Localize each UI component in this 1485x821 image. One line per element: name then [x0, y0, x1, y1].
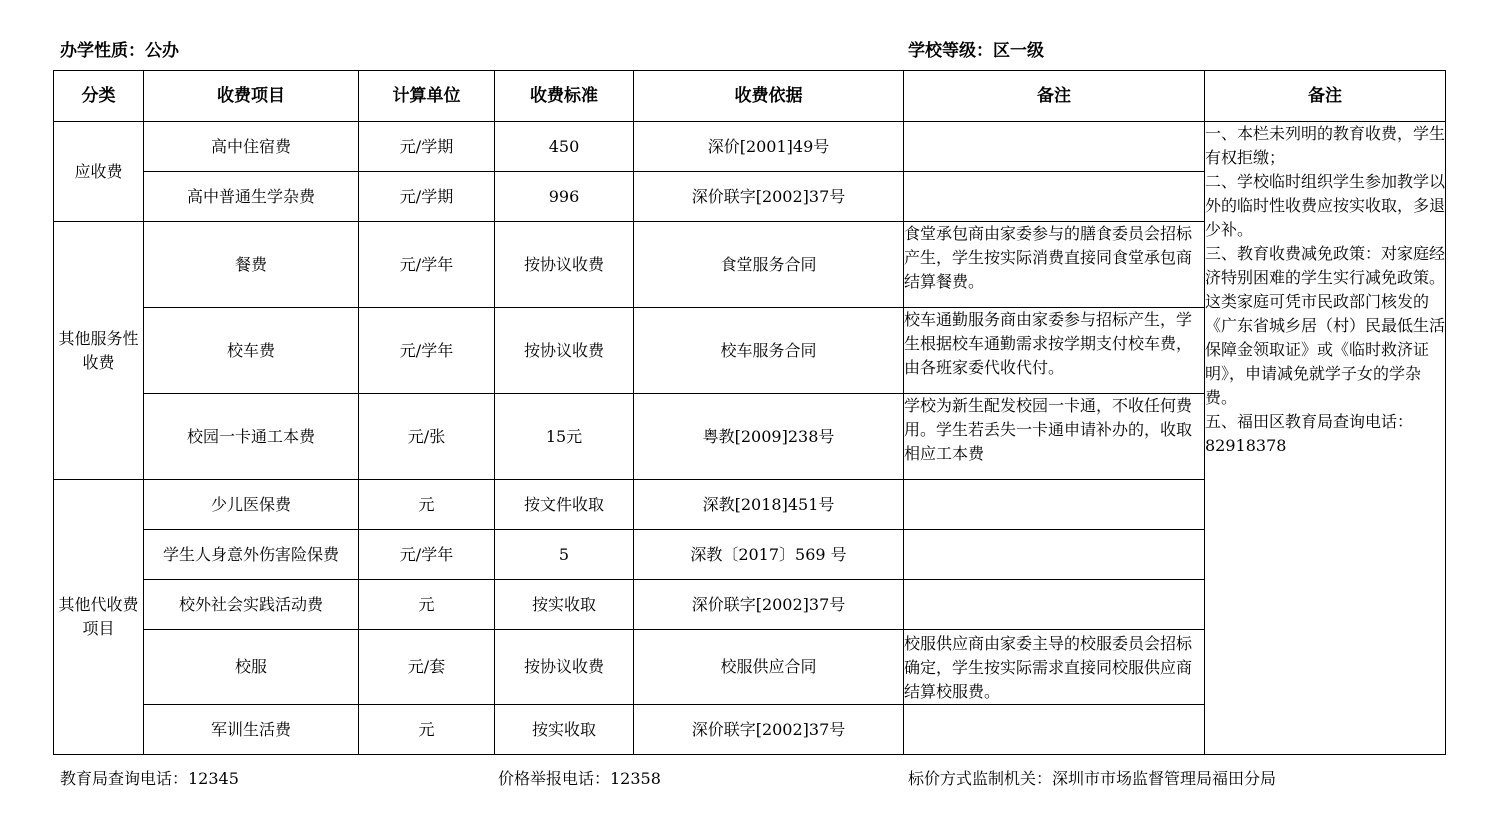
note-cell: 学校为新生配发校园一卡通，不收任何费用。学生若丢失一卡通申请补办的，收取相应工本费: [904, 394, 1205, 480]
side-note-cell: 一、本栏未列明的教育收费，学生有权拒缴； 二、学校临时组织学生参加教学以外的临时性收费应按实收取，多退少补。 三、教育收费减免政策：对家庭经济特别困难的学生实行减免政策。这类家庭可凭市民政部门核发的《广东省城乡居（村）民最低生活保障金领取证》或《临时救济证明》，申请减免就学子女的学杂费。 五、福田区教育局查询电话：82918378: [1205, 122, 1446, 755]
col-header-basis: 收费依据: [634, 71, 904, 122]
item-cell: 军训生活费: [144, 705, 359, 755]
basis-cell: 校服供应合同: [634, 630, 904, 705]
note-cell: [904, 122, 1205, 172]
standard-cell: 15元: [495, 394, 634, 480]
standard-cell: 996: [495, 172, 634, 222]
basis-cell: 粤教[2009]238号: [634, 394, 904, 480]
unit-cell: 元: [359, 480, 495, 530]
standard-cell: 按实收取: [495, 705, 634, 755]
standard-cell: 按协议收费: [495, 630, 634, 705]
item-cell: 学生人身意外伤害险保费: [144, 530, 359, 580]
fee-table: [53, 70, 1446, 755]
item-cell: 校服: [144, 630, 359, 705]
unit-cell: 元/学期: [359, 122, 495, 172]
col-header-standard: 收费标准: [495, 71, 634, 122]
edu-bureau-phone: 教育局查询电话：12345: [60, 769, 239, 788]
item-cell: 高中普通生学杂费: [144, 172, 359, 222]
col-header-note-2: 备注: [1205, 71, 1446, 122]
category-cell: 其他代收费项目: [54, 480, 144, 755]
basis-cell: 深价[2001]49号: [634, 122, 904, 172]
item-cell: 少儿医保费: [144, 480, 359, 530]
note-cell: [904, 530, 1205, 580]
basis-cell: 深教〔2017〕569 号: [634, 530, 904, 580]
note-cell: [904, 580, 1205, 630]
unit-cell: 元/学年: [359, 308, 495, 394]
unit-cell: 元/学年: [359, 222, 495, 308]
note-cell: 食堂承包商由家委参与的膳食委员会招标产生，学生按实际消费直接同食堂承包商结算餐费。: [904, 222, 1205, 308]
school-nature: 办学性质：公办: [60, 41, 179, 61]
note-cell: [904, 172, 1205, 222]
unit-cell: 元: [359, 580, 495, 630]
table-header-row: [54, 71, 1446, 122]
unit-cell: 元/张: [359, 394, 495, 480]
note-cell: [904, 705, 1205, 755]
standard-cell: 450: [495, 122, 634, 172]
unit-cell: 元/学年: [359, 530, 495, 580]
price-report-phone: 价格举报电话：12358: [498, 769, 661, 788]
basis-cell: 食堂服务合同: [634, 222, 904, 308]
item-cell: 校园一卡通工本费: [144, 394, 359, 480]
item-cell: 餐费: [144, 222, 359, 308]
col-header-note: 备注: [904, 71, 1205, 122]
table-row: [54, 122, 1446, 172]
unit-cell: 元/套: [359, 630, 495, 705]
item-cell: 校车费: [144, 308, 359, 394]
basis-cell: 深价联字[2002]37号: [634, 580, 904, 630]
standard-cell: 按文件收取: [495, 480, 634, 530]
col-header-category: 分类: [54, 71, 144, 122]
item-cell: 高中住宿费: [144, 122, 359, 172]
basis-cell: 深教[2018]451号: [634, 480, 904, 530]
note-cell: [904, 480, 1205, 530]
supervising-authority: 标价方式监制机关：深圳市市场监督管理局福田分局: [908, 769, 1277, 788]
item-cell: 校外社会实践活动费: [144, 580, 359, 630]
category-cell: 应收费: [54, 122, 144, 222]
school-level: 学校等级：区一级: [908, 41, 1044, 61]
unit-cell: 元/学期: [359, 172, 495, 222]
note-cell: 校服供应商由家委主导的校服委员会招标确定，学生按实际需求直接同校服供应商结算校服费。: [904, 630, 1205, 705]
category-cell: 其他服务性收费: [54, 222, 144, 480]
basis-cell: 深价联字[2002]37号: [634, 172, 904, 222]
standard-cell: 5: [495, 530, 634, 580]
standard-cell: 按协议收费: [495, 308, 634, 394]
standard-cell: 按协议收费: [495, 222, 634, 308]
standard-cell: 按实收取: [495, 580, 634, 630]
basis-cell: 深价联字[2002]37号: [634, 705, 904, 755]
unit-cell: 元: [359, 705, 495, 755]
note-cell: 校车通勤服务商由家委参与招标产生，学生根据校车通勤需求按学期支付校车费，由各班家委代收代付。: [904, 308, 1205, 394]
col-header-item: 收费项目: [144, 71, 359, 122]
basis-cell: 校车服务合同: [634, 308, 904, 394]
col-header-unit: 计算单位: [359, 71, 495, 122]
